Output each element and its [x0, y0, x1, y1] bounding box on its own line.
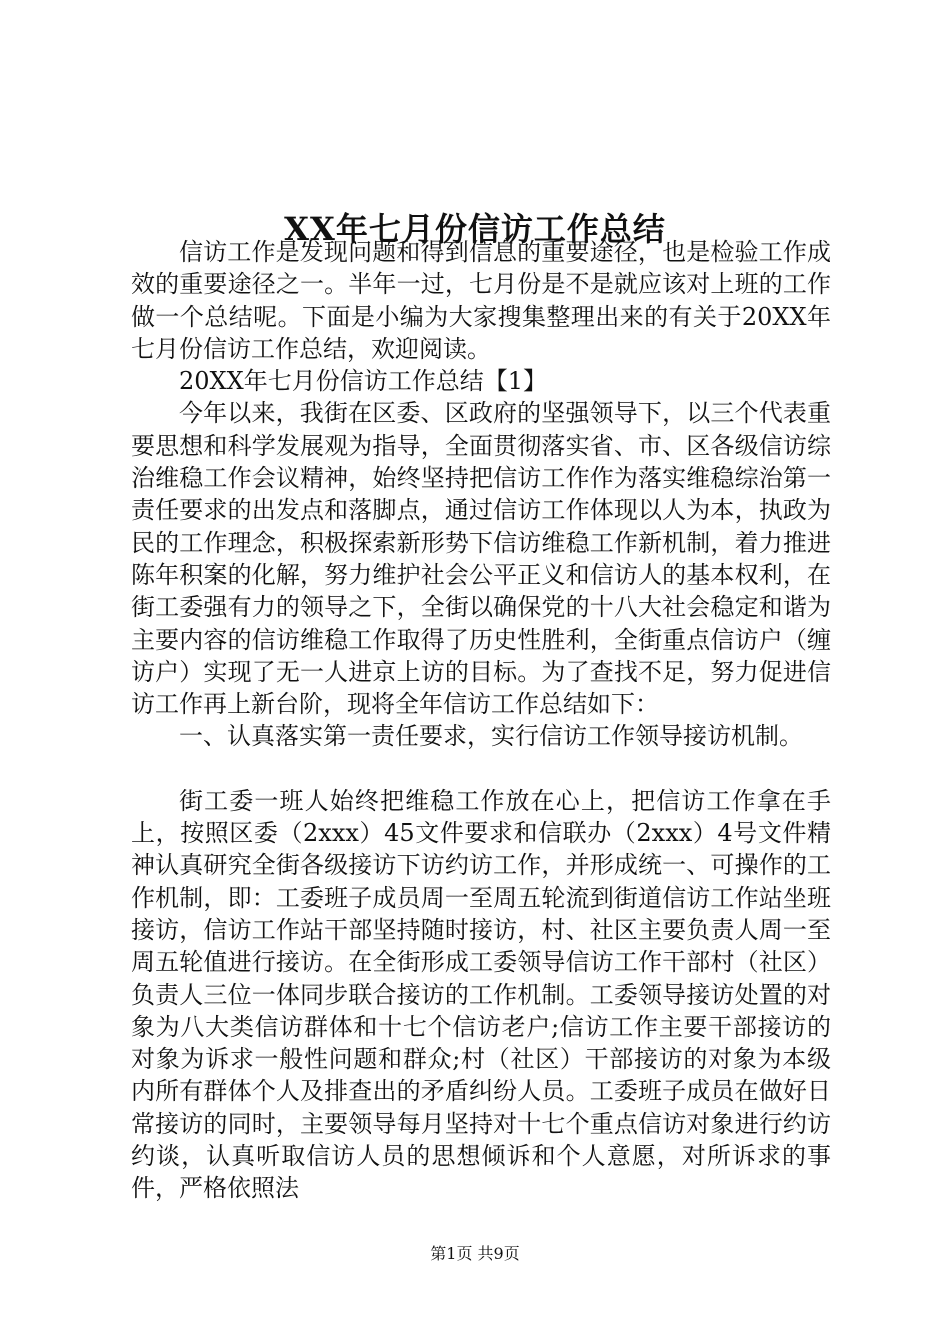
- intro-paragraph: 信访工作是发现问题和得到信息的重要途径，也是检验工作成效的重要途径之一。半年一过，七月份是不是就应该对上班的工作做一个总结呢。下面是小编为大家搜集整理出来的有关于20XX年七月份信访工作总结，欢迎阅读。: [131, 238, 831, 363]
- subsection-heading: 一、认真落实第一责任要求，实行信访工作领导接访机制。: [179, 722, 803, 751]
- body-paragraph: 街工委一班人始终把维稳工作放在心上，把信访工作拿在手上，按照区委（2xxx）45文件要求和信联办（2xxx）4号文件精神认真研究全街各级接访下访约访工作，并形成统一、可操作的工作机制，即：工委班子成员周一至周五轮流到街道信访工作站坐班接访，信访工作站干部坚持随时接访，村、社区主要负责人周一至周五轮值进行接访。在全街形成工委领导信访工作干部村（社区）负责人三位一体同步联合接访的工作机制。工委领导接访处置的对象为八大类信访群体和十七个信访老户;信访工作主要干部接访的对象为诉求一般性问题和群众;村（社区）干部接访的对象为本级内所有群体个人及排查出的矛盾纠纷人员。工委班子成员在做好日常接访的同时，主要领导每月坚持对十七个重点信访对象进行约访约谈，认真听取信访人员的思想倾诉和个人意愿，对所诉求的事件，严格依照法: [131, 786, 831, 1203]
- body-paragraph: 今年以来，我街在区委、区政府的坚强领导下，以三个代表重要思想和科学发展观为指导，全面贯彻落实省、市、区各级信访综治维稳工作会议精神，始终坚持把信访工作作为落实维稳综治第一责任要求的出发点和落脚点，通过信访工作体现以人为本，执政为民的工作理念，积极探索新形势下信访维稳工作新机制，着力推进陈年积案的化解，努力维护社会公平正义和信访人的基本权利，在街工委强有力的领导之下，全街以确保党的十八大社会稳定和谐为主要内容的信访维稳工作取得了历史性胜利，全街重点信访户（缠访户）实现了无一人进京上访的目标。为了查找不足，努力促进信访工作再上新台阶，现将全年信访工作总结如下：: [131, 399, 831, 719]
- document-title: XX年七月份信访工作总结: [284, 210, 666, 249]
- page-number-footer: 第1页 共9页: [430, 1244, 520, 1263]
- section-heading: 20XX年七月份信访工作总结【1】: [179, 367, 547, 396]
- document-body: [131, 236, 831, 1205]
